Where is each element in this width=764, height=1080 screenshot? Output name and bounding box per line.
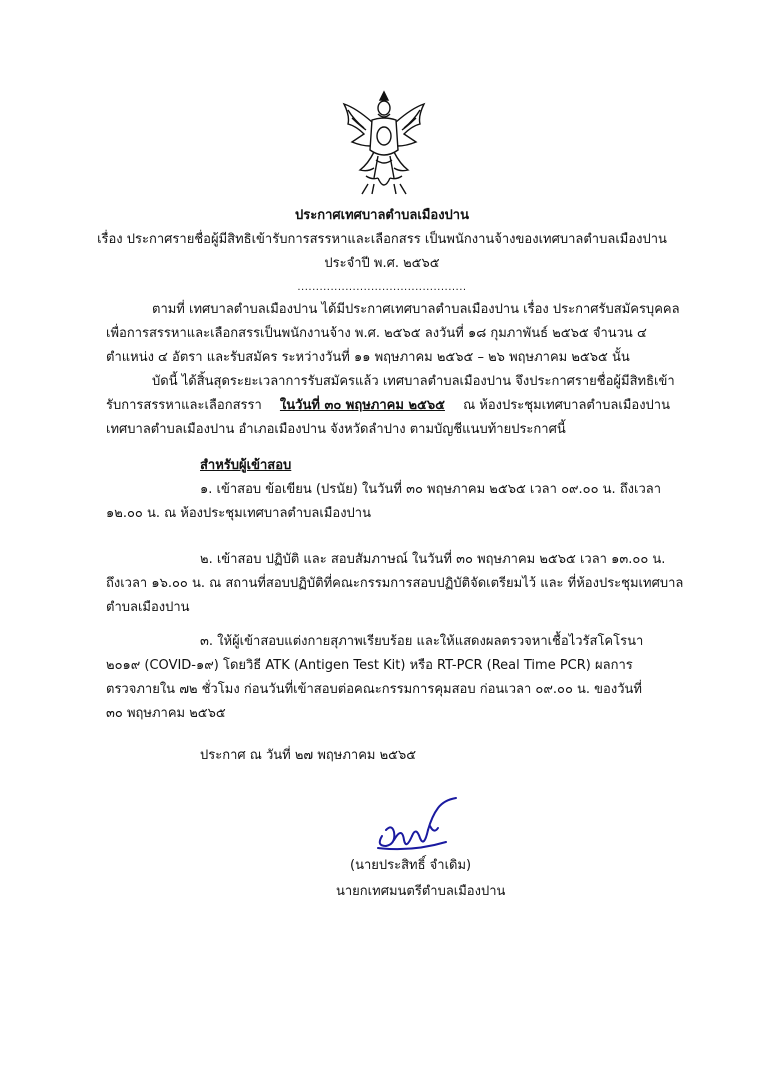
paragraph-1-line-3: ตำแหน่ง ๔ อัตรา และรับสมัคร ระหว่างวันที่ ๑๑ พฤษภาคม ๒๕๖๕ – ๒๖ พฤษภาคม ๒๕๖๕ นั้น — [106, 350, 630, 365]
item-3-line-2: ๒๐๑๙ (COVID-๑๙) โดยวิธี ATK (Antigen Test Kit) หรือ RT-PCR (Real Time PCR) ผลการ — [106, 658, 633, 673]
divider-dots: .............................................. — [297, 282, 467, 293]
paragraph-2-line-1: บัดนี้ ได้สิ้นสุดระยะเวลาการรับสมัครแล้ว เทศบาลตำบลเมืองปาน จึงประกาศรายชื่อผู้มีสิทธิเข้า — [152, 374, 675, 389]
item-2-line-1: ๒. เข้าสอบ ปฏิบัติ และ สอบสัมภาษณ์ ในวันที่ ๓๐ พฤษภาคม ๒๕๖๕ เวลา ๑๓.๐๐ น. — [200, 552, 666, 567]
exam-date-emphasis: ในวันที่ ๓๐ พฤษภาคม ๒๕๖๕ — [279, 398, 445, 413]
item-3-line-4: ๓๐ พฤษภาคม ๒๕๖๕ — [106, 706, 226, 721]
announcement-date: ประกาศ ณ วันที่ ๒๗ พฤษภาคม ๒๕๖๕ — [200, 748, 417, 763]
signer-position: นายกเทศมนตรีตำบลเมืองปาน — [336, 884, 506, 899]
item-2-line-3: ตำบลเมืองปาน — [106, 600, 190, 615]
garuda-emblem-icon — [338, 90, 430, 196]
paragraph-2-line-3: เทศบาลตำบลเมืองปาน อำเภอเมืองปาน จังหวัดลำปาง ตามบัญชีแนบท้ายประกาศนี้ — [106, 422, 566, 437]
paragraph-1-line-2: เพื่อการสรรหาและเลือกสรรเป็นพนักงานจ้าง พ.ศ. ๒๕๖๕ ลงวันที่ ๑๘ กุมภาพันธ์ ๒๕๖๕ จำนวน ๔ — [106, 326, 647, 341]
section-title: สำหรับผู้เข้าสอบ — [200, 458, 292, 473]
item-3-line-3: ตรวจภายใน ๗๒ ชั่วโมง ก่อนวันที่เข้าสอบต่อคณะกรรมการคุมสอบ ก่อนเวลา ๐๙.๐๐ น. ของวันที่ — [106, 682, 642, 697]
paragraph-2-line-2 — [106, 398, 670, 414]
paragraph-2-line-2-end: ณ ห้องประชุมเทศบาลตำบลเมืองปาน — [463, 398, 670, 413]
document-title: ประกาศเทศบาลตำบลเมืองปาน — [295, 208, 469, 223]
paragraph-1-line-1: ตามที่ เทศบาลตำบลเมืองปาน ได้มีประกาศเทศบาลตำบลเมืองปาน เรื่อง ประกาศรับสมัครบุคคล — [152, 302, 680, 317]
signer-name: (นายประสิทธิ์ จำเดิม) — [350, 858, 472, 873]
fiscal-year: ประจำปี พ.ศ. ๒๕๖๕ — [324, 256, 440, 271]
item-3-line-1: ๓. ให้ผู้เข้าสอบแต่งกายสุภาพเรียบร้อย และให้แสดงผลตรวจหาเชื้อไวรัสโคโรนา — [200, 634, 644, 649]
item-1-line-2: ๑๒.๐๐ น. ณ ห้องประชุมเทศบาลตำบลเมืองปาน — [106, 506, 371, 521]
item-2-line-2: ถึงเวลา ๑๖.๐๐ น. ณ สถานที่สอบปฏิบัติที่คณะกรรมการสอบปฏิบัติจัดเตรียมไว้ และ ที่ห้องประชุมเทศบาล — [106, 576, 684, 591]
item-1-line-1: ๑. เข้าสอบ ข้อเขียน (ปรนัย) ในวันที่ ๓๐ พฤษภาคม ๒๕๖๕ เวลา ๐๙.๐๐ น. ถึงเวลา — [200, 482, 662, 497]
paragraph-2-line-2-start: รับการสรรหาและเลือกสรรา — [106, 398, 262, 413]
document-subject: เรื่อง ประกาศรายชื่อผู้มีสิทธิเข้ารับการสรรหาและเลือกสรร เป็นพนักงานจ้างของเทศบาลตำบลเมืองปาน — [97, 232, 667, 247]
signature-image — [372, 796, 464, 854]
